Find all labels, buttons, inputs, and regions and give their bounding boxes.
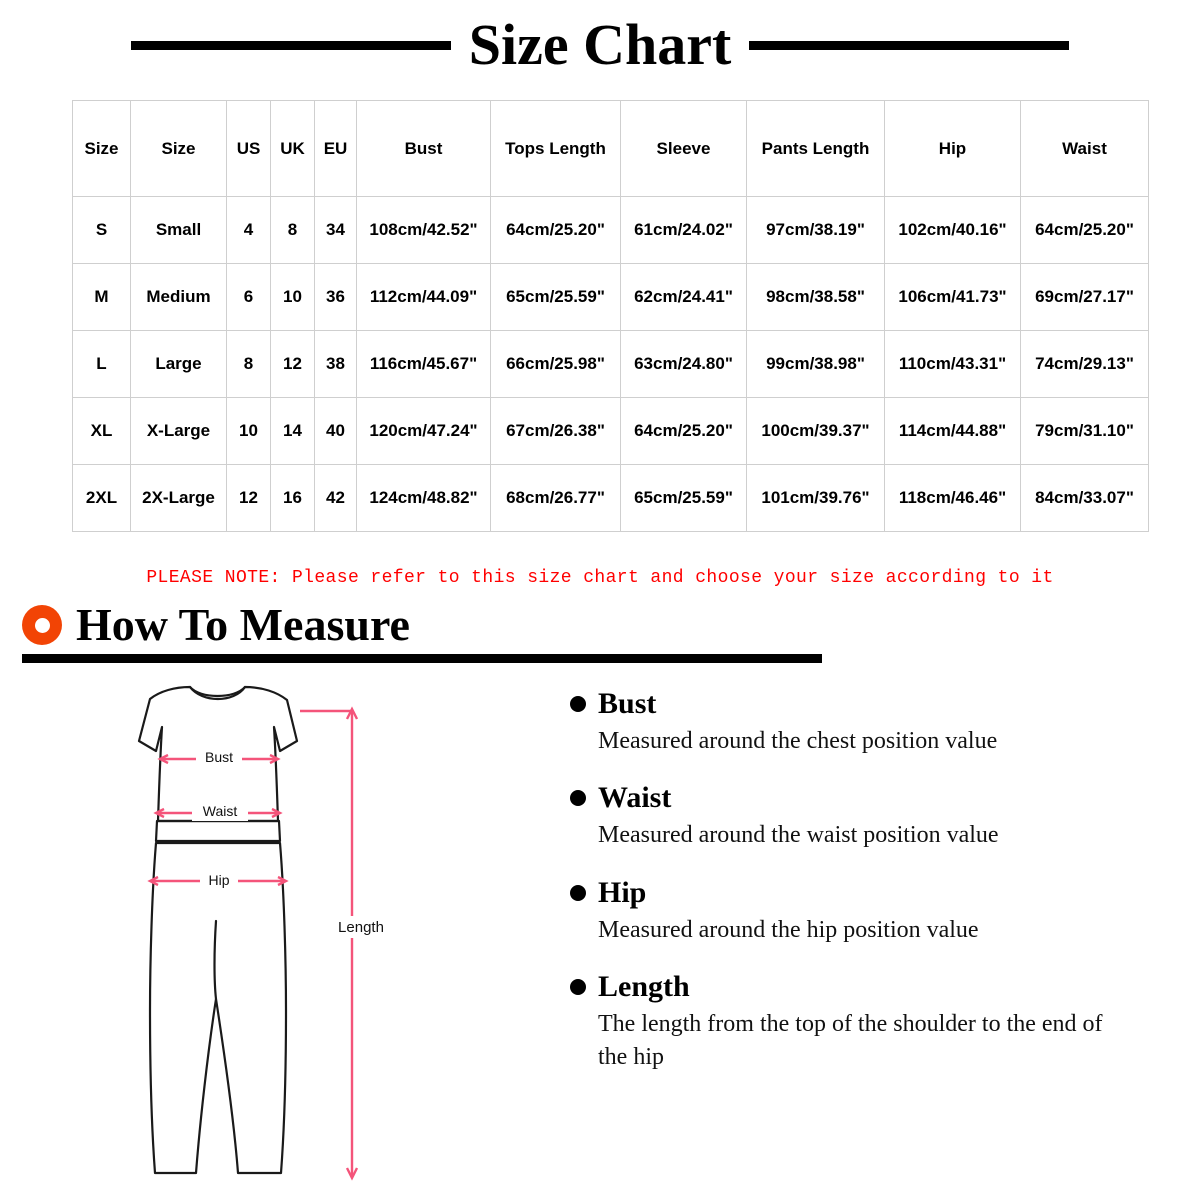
table-row <box>73 197 1149 264</box>
body-measurement-diagram <box>0 681 460 1181</box>
title-rule-right <box>749 41 1069 50</box>
cell-size-code: XL <box>73 398 131 465</box>
cell-tops-length: 68cm/26.77" <box>491 465 621 532</box>
cell-waist: 69cm/27.17" <box>1021 264 1149 331</box>
col-header-uk: UK <box>271 101 315 197</box>
cell-pants-length: 98cm/38.58" <box>747 264 885 331</box>
col-header-size-name: Size <box>131 101 227 197</box>
table-header-row <box>73 101 1149 197</box>
cell-size-name: Medium <box>131 264 227 331</box>
figure-label-length: Length <box>338 919 384 936</box>
measure-item-head <box>570 972 1200 1002</box>
cell-hip: 106cm/41.73" <box>885 264 1021 331</box>
cell-size-name: 2X-Large <box>131 465 227 532</box>
size-table <box>72 100 1149 532</box>
cell-eu: 40 <box>315 398 357 465</box>
cell-tops-length: 65cm/25.59" <box>491 264 621 331</box>
cell-size-code: S <box>73 197 131 264</box>
title-rule-left <box>131 41 451 50</box>
table-row <box>73 465 1149 532</box>
cell-waist: 74cm/29.13" <box>1021 331 1149 398</box>
measure-item-body: The length from the top of the shoulder to the end of the hip <box>598 1011 1103 1070</box>
page-title-row <box>0 0 1200 78</box>
cell-us: 4 <box>227 197 271 264</box>
how-to-measure-rule <box>22 654 822 663</box>
col-header-waist: Waist <box>1021 101 1149 197</box>
cell-pants-length: 97cm/38.19" <box>747 197 885 264</box>
figure-column <box>0 681 560 1181</box>
measure-item-body: Measured around the hip position value <box>598 916 979 943</box>
cell-bust: 108cm/42.52" <box>357 197 491 264</box>
measure-item-head <box>570 875 1200 909</box>
cell-eu: 36 <box>315 264 357 331</box>
cell-bust: 116cm/45.67" <box>357 331 491 398</box>
cell-hip: 118cm/46.46" <box>885 465 1021 532</box>
dot-bullet-icon <box>570 790 586 806</box>
cell-uk: 12 <box>271 331 315 398</box>
col-header-eu: EU <box>315 101 357 197</box>
figure-label-waist: Waist <box>202 803 238 819</box>
table-row <box>73 264 1149 331</box>
measure-section <box>0 681 1200 1181</box>
cell-bust: 120cm/47.24" <box>357 398 491 465</box>
cell-bust: 112cm/44.09" <box>357 264 491 331</box>
figure-label-bust: Bust <box>204 749 234 765</box>
cell-sleeve: 62cm/24.41" <box>621 264 747 331</box>
cell-bust: 124cm/48.82" <box>357 465 491 532</box>
cell-eu: 42 <box>315 465 357 532</box>
size-table-wrap <box>72 100 1134 532</box>
please-note-text: PLEASE NOTE: Please refer to this size chart and choose your size according to it <box>146 568 1054 588</box>
measure-item-body: Measured around the chest position value <box>598 728 998 754</box>
measure-item-hip <box>570 875 1200 946</box>
col-header-bust: Bust <box>357 101 491 197</box>
cell-us: 8 <box>227 331 271 398</box>
cell-hip: 102cm/40.16" <box>885 197 1021 264</box>
cell-pants-length: 100cm/39.37" <box>747 398 885 465</box>
cell-size-name: Small <box>131 197 227 264</box>
cell-size-code: 2XL <box>73 465 131 532</box>
cell-uk: 16 <box>271 465 315 532</box>
cell-size-code: L <box>73 331 131 398</box>
cell-sleeve: 63cm/24.80" <box>621 331 747 398</box>
cell-sleeve: 65cm/25.59" <box>621 465 747 532</box>
col-header-us: US <box>227 101 271 197</box>
cell-us: 10 <box>227 398 271 465</box>
measure-item-title: Bust <box>598 687 657 720</box>
col-header-hip: Hip <box>885 101 1021 197</box>
dot-bullet-icon <box>570 696 586 712</box>
cell-waist: 79cm/31.10" <box>1021 398 1149 465</box>
cell-us: 6 <box>227 264 271 331</box>
figure-label-hip: Hip <box>208 872 230 888</box>
measure-item-title: Hip <box>598 875 647 909</box>
cell-tops-length: 66cm/25.98" <box>491 331 621 398</box>
page-title: Size Chart <box>468 12 732 77</box>
measure-item-body: Measured around the waist position value <box>598 822 999 849</box>
col-header-sleeve: Sleeve <box>621 101 747 197</box>
cell-size-name: Large <box>131 331 227 398</box>
measure-item-head <box>570 783 1200 813</box>
cell-uk: 10 <box>271 264 315 331</box>
dot-bullet-icon <box>570 885 586 901</box>
cell-size-code: M <box>73 264 131 331</box>
cell-tops-length: 67cm/26.38" <box>491 398 621 465</box>
cell-sleeve: 61cm/24.02" <box>621 197 747 264</box>
cell-waist: 84cm/33.07" <box>1021 465 1149 532</box>
cell-size-name: X-Large <box>131 398 227 465</box>
cell-uk: 14 <box>271 398 315 465</box>
col-header-pants-length: Pants Length <box>747 101 885 197</box>
measure-item-waist <box>570 783 1200 851</box>
how-to-measure-title: How To Measure <box>76 599 410 650</box>
dot-bullet-icon <box>570 979 586 995</box>
cell-hip: 114cm/44.88" <box>885 398 1021 465</box>
cell-pants-length: 101cm/39.76" <box>747 465 885 532</box>
measure-item-head <box>570 689 1200 719</box>
cell-eu: 38 <box>315 331 357 398</box>
how-to-measure-heading <box>22 599 1200 650</box>
measure-descriptions <box>560 681 1200 1181</box>
cell-us: 12 <box>227 465 271 532</box>
col-header-tops-length: Tops Length <box>491 101 621 197</box>
cell-waist: 64cm/25.20" <box>1021 197 1149 264</box>
cell-uk: 8 <box>271 197 315 264</box>
cell-tops-length: 64cm/25.20" <box>491 197 621 264</box>
measure-item-title: Length <box>598 970 690 1004</box>
measure-item-bust <box>570 689 1200 757</box>
cell-eu: 34 <box>315 197 357 264</box>
measure-item-length <box>570 972 1200 1073</box>
table-row <box>73 331 1149 398</box>
table-row <box>73 398 1149 465</box>
col-header-size-code: Size <box>73 101 131 197</box>
ring-bullet-icon <box>22 605 62 645</box>
cell-pants-length: 99cm/38.98" <box>747 331 885 398</box>
cell-hip: 110cm/43.31" <box>885 331 1021 398</box>
cell-sleeve: 64cm/25.20" <box>621 398 747 465</box>
measure-item-title: Waist <box>598 781 672 815</box>
